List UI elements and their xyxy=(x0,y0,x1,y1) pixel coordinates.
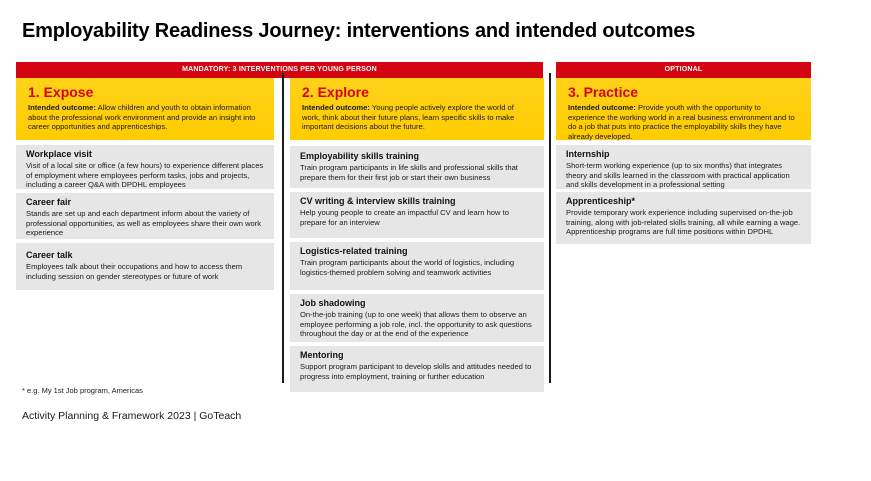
practice-outcome-text: Provide youth with the opportunity to experience the working world in a real business environment and to do a job that puts into practice the employability skills they have already developed. xyxy=(568,103,795,141)
card-text: Stands are set up and each department inform about the variety of professional opportunities, as well as employees share their own work experience xyxy=(26,209,262,238)
card-text: Support program participant to develop skills and attitudes needed to progress into employment, training or further education xyxy=(300,362,532,381)
expose-outcome-label: Intended outcome: xyxy=(28,103,96,112)
expose-outcome xyxy=(28,103,262,132)
card-apprenticeship xyxy=(556,192,811,244)
expose-heading: 1. Expose xyxy=(28,84,94,100)
card-text: Help young people to create an impactful CV and learn how to prepare for an interview xyxy=(300,208,509,227)
card-text: On-the-job training (up to one week) that allows them to observe an employee performing a job role, incl. the opportunity to ask questions throughout the day or at the end of the experience xyxy=(300,310,532,339)
card-mentoring xyxy=(290,346,544,392)
card-title: Internship xyxy=(566,149,610,159)
footnote: * e.g. My 1st Job program, Americas xyxy=(22,386,143,395)
page-title: Employability Readiness Journey: interventions and intended outcomes xyxy=(22,20,696,42)
card-text: Visit of a local site or office (a few hours) to experience different places of employment where employees perform tasks, jobs and projects, including a career Q&A with DPDHL employees xyxy=(26,161,264,190)
mandatory-banner: MANDATORY: 3 INTERVENTIONS PER YOUNG PERSON xyxy=(16,62,543,78)
optional-banner: OPTIONAL xyxy=(556,62,811,78)
card-text: Train program participants about the world of logistics, including logistics-themed problem solving and teamwork activities xyxy=(300,258,515,277)
card-text: Short-term working experience (up to six months) that integrates theory and skills learned in the classroom with practical application and skills development in a professional setting xyxy=(566,161,790,190)
practice-outcome xyxy=(568,103,799,141)
column-divider-1 xyxy=(282,73,284,383)
card-title: Workplace visit xyxy=(26,149,92,159)
explore-outcome xyxy=(302,103,532,132)
practice-header xyxy=(556,78,811,140)
card-job-shadowing xyxy=(290,294,544,342)
explore-outcome-text: Young people actively explore the world of work, think about their future plans, learn specific skills to make important decisions about the future. xyxy=(302,103,515,132)
card-career-talk xyxy=(16,243,274,290)
card-title: Employability skills training xyxy=(300,151,420,161)
column-divider-2 xyxy=(549,73,551,383)
card-workplace-visit xyxy=(16,145,274,189)
card-text: Employees talk about their occupations and how to access them including session on gender stereotypes or future of work xyxy=(26,262,243,281)
card-title: Career talk xyxy=(26,250,73,260)
expose-outcome-text: Allow children and youth to obtain information about the professional work environment and provide an insight into career opportunities and apprenticeships. xyxy=(28,103,256,132)
card-title: Logistics-related training xyxy=(300,246,408,256)
card-cv-writing xyxy=(290,192,544,238)
card-title: Career fair xyxy=(26,197,72,207)
explore-outcome-label: Intended outcome: xyxy=(302,103,370,112)
card-title: Job shadowing xyxy=(300,298,366,308)
card-text: Provide temporary work experience including supervised on-the-job training, along with job-related skills training, all while earning a wage. Apprenticeship programs are full time positions within DPDHL xyxy=(566,208,801,237)
practice-outcome-label: Intended outcome: xyxy=(568,103,636,112)
practice-heading: 3. Practice xyxy=(568,84,639,100)
card-title: CV writing & interview skills training xyxy=(300,196,456,206)
explore-heading: 2. Explore xyxy=(302,84,369,100)
explore-header xyxy=(290,78,544,140)
card-title: Mentoring xyxy=(300,350,344,360)
expose-header xyxy=(16,78,274,140)
card-logistics-training xyxy=(290,242,544,290)
card-employability-skills xyxy=(290,146,544,188)
card-career-fair xyxy=(16,193,274,239)
card-text: Train program participants in life skills and professional skills that prepare them for their first job or start their own business xyxy=(300,163,518,182)
footer: Activity Planning & Framework 2023 | GoTeach xyxy=(22,410,242,422)
card-title: Apprenticeship* xyxy=(566,196,636,206)
card-internship xyxy=(556,145,811,189)
